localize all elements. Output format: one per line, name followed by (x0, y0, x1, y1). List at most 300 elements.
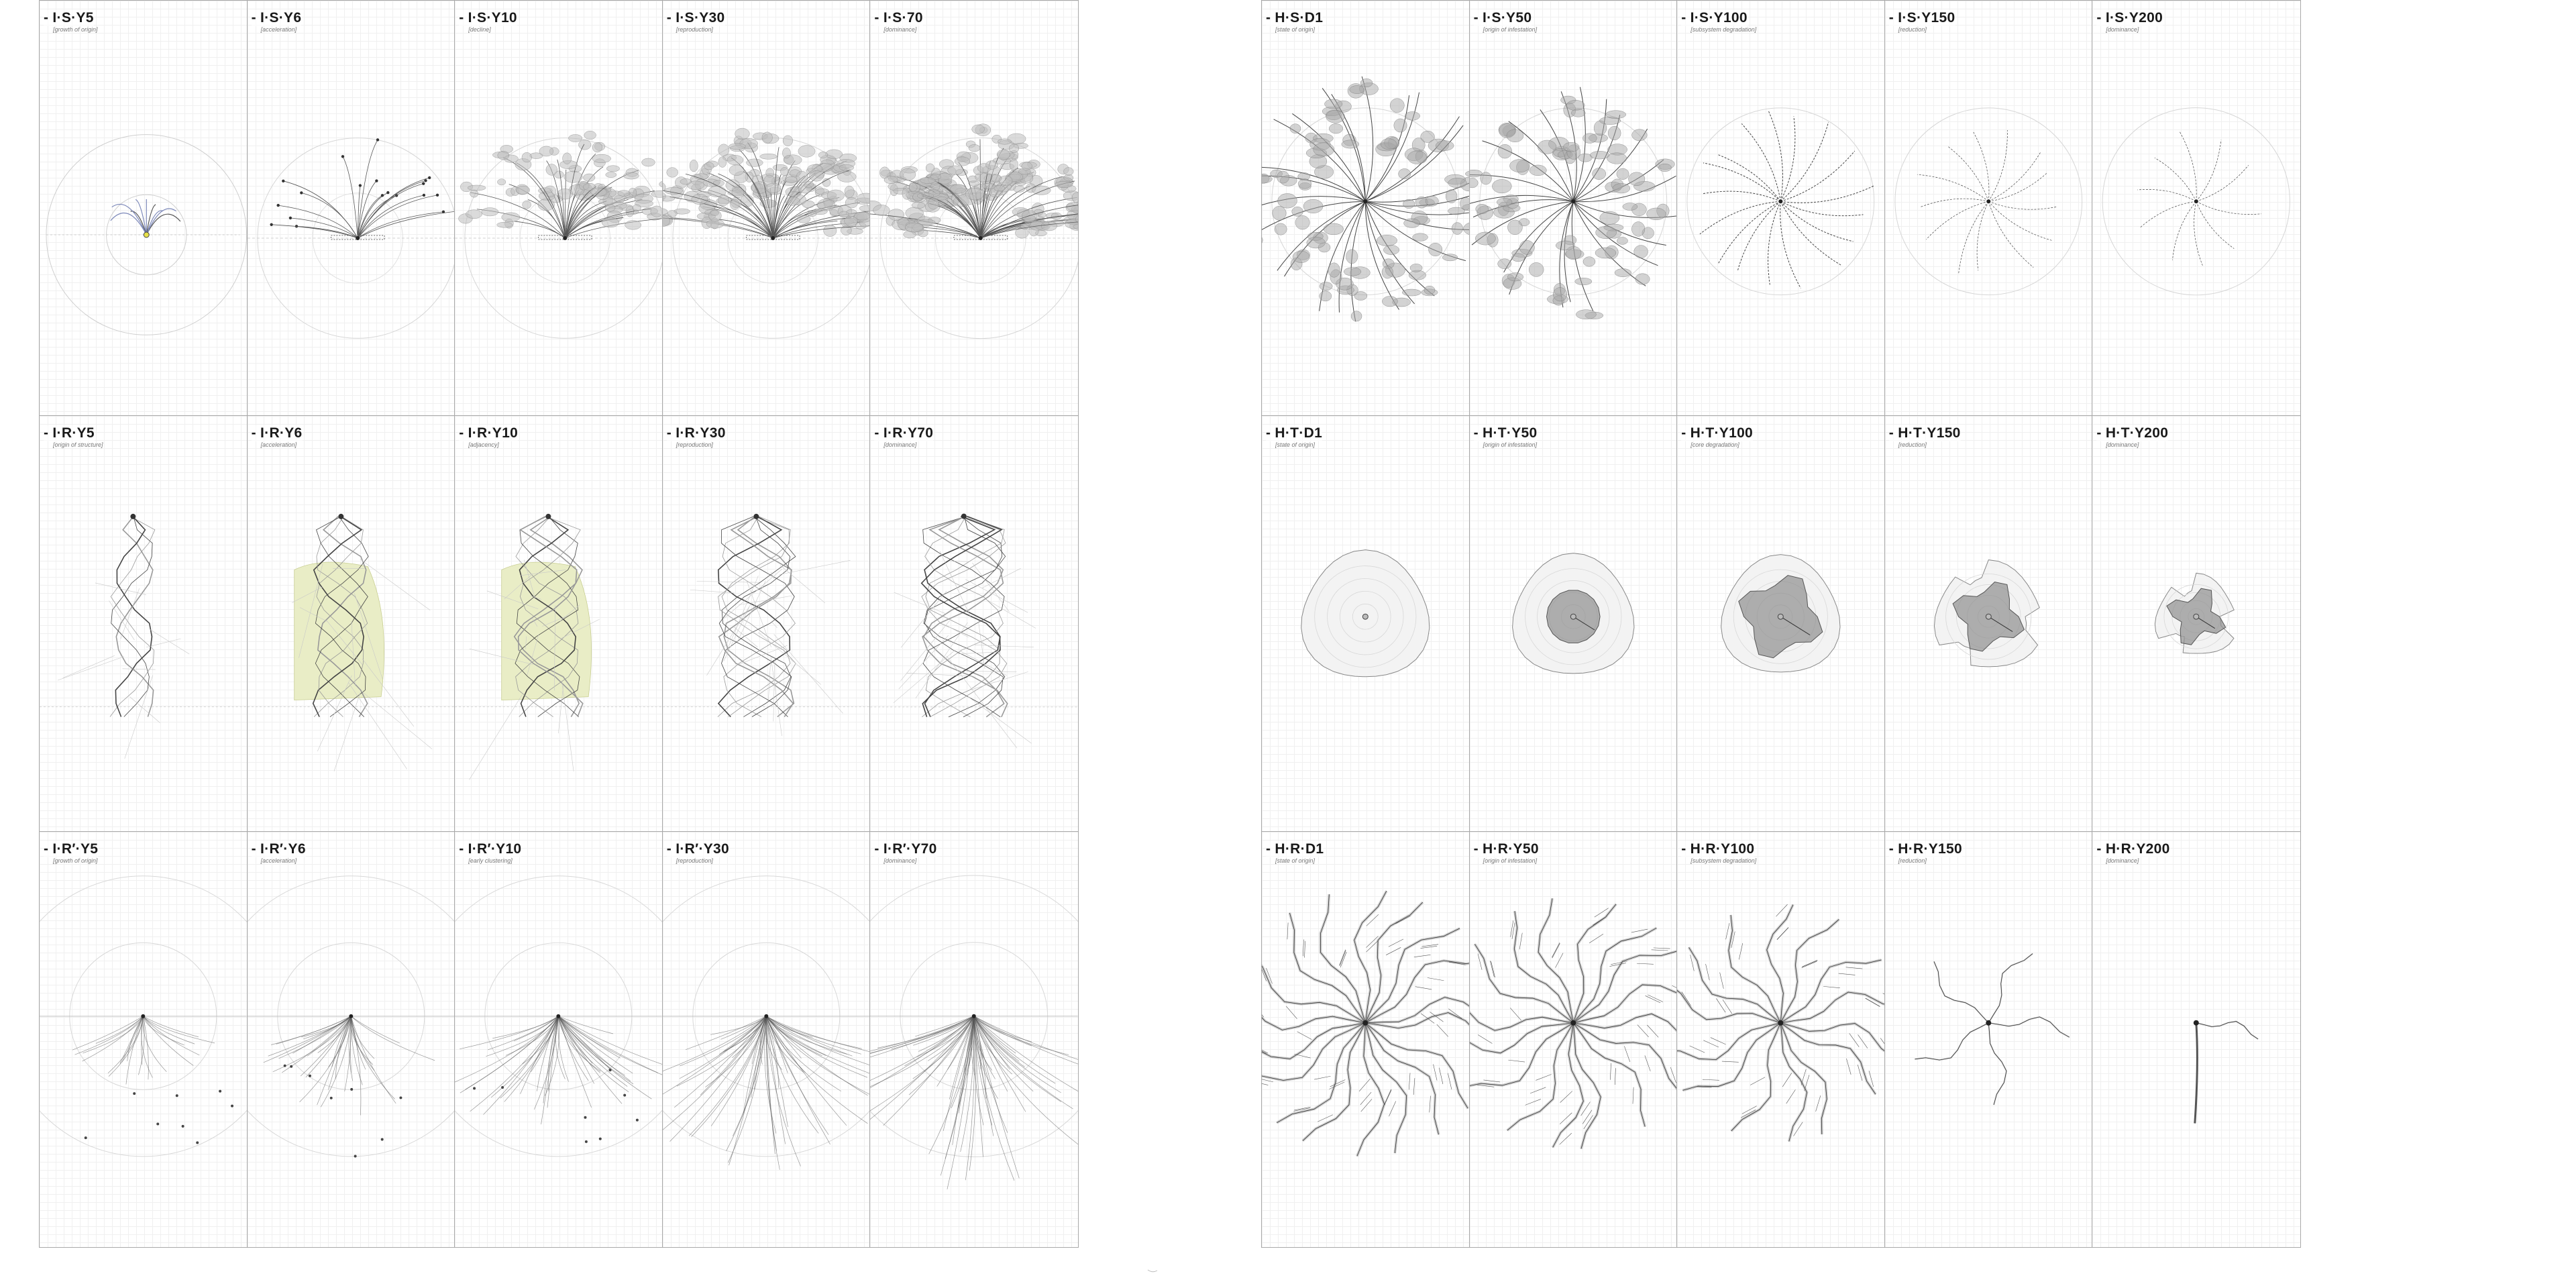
root-tip (219, 1089, 221, 1092)
root (2196, 1021, 2258, 1038)
root (351, 1016, 394, 1099)
leaf-cluster (1442, 254, 1458, 261)
diagram-cell (1470, 832, 1678, 1247)
leaf-cluster (823, 225, 836, 236)
root (278, 1016, 351, 1058)
leaf-cluster (642, 158, 655, 166)
diagram-cell (1885, 416, 2093, 831)
branch-tip (270, 223, 272, 226)
origin-point (979, 236, 983, 240)
leaf-cluster (797, 215, 810, 223)
branch (358, 180, 425, 238)
leaf-cluster (1320, 291, 1332, 301)
rootlet (1589, 934, 1603, 943)
root-sheath (1507, 1022, 1573, 1130)
leaf-cluster (1329, 123, 1342, 133)
cell-title: - H·T·Y100 (1681, 425, 1754, 441)
leaf-cluster (780, 168, 788, 176)
root-strand (718, 517, 796, 717)
leaf-cluster (1615, 269, 1631, 277)
origin-point (1571, 199, 1575, 203)
cell-subtitle: [dominance] (883, 857, 917, 864)
leaf-cluster (1383, 246, 1399, 255)
leaf-cluster (1592, 168, 1605, 179)
connection-line (780, 566, 825, 603)
leaf-cluster (1382, 297, 1397, 307)
diagram-cell (1470, 416, 1678, 831)
rootlet (1439, 1067, 1443, 1083)
diagram-cell (1885, 832, 2093, 1247)
leaf-cluster (910, 183, 918, 191)
cell-drawing (1262, 416, 1469, 830)
rootlet (1384, 1089, 1391, 1104)
root-tip (182, 1125, 184, 1128)
leaf-cluster (546, 164, 557, 176)
leaf-cluster (563, 153, 572, 164)
cell-subtitle: [subsystem degradation] (1690, 26, 1757, 33)
root-sheath (2196, 1021, 2258, 1038)
rootlet (1437, 1024, 1448, 1036)
diagram-cell (40, 1, 248, 416)
root-tip (290, 1065, 292, 1067)
root (1934, 961, 1988, 1022)
leaf-cluster (926, 164, 935, 172)
connection-line (901, 621, 950, 681)
rootlet (1262, 1004, 1264, 1017)
leaf-cluster (998, 139, 1012, 144)
cell-drawing (1885, 832, 2092, 1247)
leaf-cluster (900, 168, 916, 180)
leaf-cluster (1538, 140, 1556, 154)
branch (1700, 201, 1780, 234)
cell-drawing (870, 832, 1078, 1247)
root (2195, 1022, 2198, 1123)
root-sheath (1365, 1012, 1468, 1045)
leaf-cluster (760, 154, 777, 159)
leaf-cluster (1605, 111, 1625, 119)
cell-subtitle: [reduction] (1898, 441, 1927, 449)
cell-subtitle: [reduction] (1898, 26, 1927, 33)
connection-line (470, 695, 523, 780)
diagram-cell (40, 416, 248, 831)
leaf-cluster (1566, 100, 1585, 110)
branch-tip (380, 194, 383, 197)
cell-subtitle: [dominance] (2106, 441, 2139, 449)
leaf-cluster (931, 174, 942, 179)
leaf-cluster (1290, 124, 1301, 133)
cell-subtitle: [reduction] (1898, 857, 1927, 864)
origin-point (563, 236, 567, 240)
leaf-cluster (1325, 99, 1342, 109)
leaf-cluster (1529, 262, 1544, 276)
root-sheath (1988, 1017, 2070, 1037)
leaf-cluster (1410, 264, 1422, 272)
leaf-cluster (859, 205, 870, 211)
leaf-cluster (798, 146, 815, 158)
leaf-cluster (1010, 159, 1018, 171)
branch (112, 204, 147, 235)
diagram-cell (248, 832, 455, 1247)
leaf-cluster (584, 131, 596, 140)
leaf-cluster (1492, 179, 1511, 193)
root-sheath (1365, 1022, 1406, 1152)
connection-line (772, 623, 777, 629)
rootlet (1739, 943, 1743, 959)
cell-subtitle: [origin of infestation] (1483, 441, 1538, 449)
leaf-cluster (1452, 223, 1462, 235)
origin-point (1986, 199, 1990, 203)
connection-line (975, 645, 1034, 647)
branch-tip (288, 217, 291, 219)
leaf-cluster (786, 176, 797, 182)
branch (1780, 122, 1828, 201)
root-sheath (1474, 944, 1573, 1022)
rootlet (1525, 1099, 1540, 1105)
root-sheath (1365, 1022, 1438, 1134)
left-board (39, 0, 1079, 1248)
diagram-cell (2092, 416, 2300, 831)
leaf-cluster (969, 144, 980, 152)
root-strand (115, 517, 152, 717)
rootlet (1414, 955, 1431, 957)
leaf-cluster (502, 213, 520, 222)
rootlet (1262, 1081, 1268, 1085)
leaf-cluster (1617, 237, 1627, 244)
leaf-cluster (659, 181, 662, 187)
leaf-cluster (1497, 259, 1511, 269)
pith (2194, 614, 2199, 620)
root-strand (722, 517, 795, 717)
rootlet (1816, 1095, 1821, 1112)
branch (1974, 132, 1989, 201)
diagram-cell (1470, 1, 1678, 416)
rootlet (1510, 1008, 1521, 1020)
leaf-cluster (1599, 211, 1619, 224)
origin-point (130, 514, 136, 519)
root-sheath (1365, 902, 1423, 1023)
leaf-cluster (1475, 204, 1488, 214)
leaf-cluster (523, 201, 531, 209)
root (351, 1016, 396, 1103)
leaf-cluster (827, 190, 845, 201)
leaf-cluster (804, 181, 814, 187)
leaf-cluster (1583, 257, 1595, 266)
rootlet (1386, 947, 1401, 955)
connection-line (773, 659, 775, 722)
leaf-cluster (796, 171, 808, 183)
leaf-cluster (667, 168, 678, 177)
branch (2196, 165, 2249, 201)
leaf-cluster (1553, 287, 1567, 301)
leaf-cluster (1342, 140, 1359, 148)
leaf-cluster (692, 194, 708, 204)
root (143, 1016, 199, 1036)
cell-subtitle: [reproduction] (676, 26, 713, 33)
diagram-cell (870, 832, 1078, 1247)
connection-line (771, 657, 782, 736)
root (1365, 1012, 1468, 1045)
leaf-cluster (1507, 273, 1523, 281)
root (974, 1016, 1078, 1098)
leaf-cluster (1507, 220, 1522, 235)
cell-drawing (870, 1, 1078, 415)
rootlet (1637, 963, 1654, 964)
root (344, 1016, 351, 1091)
root (558, 1016, 591, 1107)
branch (278, 205, 358, 238)
root-strand (722, 517, 796, 717)
branch (2140, 201, 2196, 227)
leaf-cluster (1576, 310, 1596, 319)
cell-title: - I·S·Y100 (1681, 10, 1748, 25)
leaf-cluster (466, 210, 482, 219)
connection-line (969, 697, 1032, 744)
leaf-cluster (884, 176, 898, 184)
cell-drawing (40, 416, 247, 830)
leaf-cluster (1436, 141, 1454, 151)
leaf-cluster (983, 183, 996, 189)
rootlet (1483, 1080, 1500, 1082)
rootlet (1582, 1110, 1592, 1124)
leaf-cluster (1042, 221, 1057, 231)
rootlet (1560, 1091, 1572, 1102)
cell-drawing (455, 1, 662, 415)
leaf-cluster (1426, 196, 1438, 206)
leaf-cluster (1448, 207, 1464, 215)
branch (1703, 163, 1780, 201)
leaf-cluster (1470, 178, 1478, 188)
rootlet (1722, 1061, 1739, 1062)
branch (2196, 201, 2234, 248)
leaf-cluster (762, 132, 773, 144)
root-sheath (1277, 1022, 1365, 1122)
cell-title: - I·R′·Y10 (459, 841, 522, 857)
leaf-cluster (1344, 268, 1361, 276)
branch (358, 178, 429, 238)
diagram-cell (455, 832, 663, 1247)
rootlet (1361, 1099, 1372, 1112)
root-strand (721, 517, 794, 717)
leaf-cluster (1381, 139, 1396, 150)
rootlet (1651, 949, 1668, 950)
root-tip (380, 1138, 383, 1140)
cell-drawing (1885, 416, 2092, 830)
cell-subtitle: [decline] (468, 26, 491, 33)
cell-title: - H·T·Y200 (2096, 425, 2169, 441)
branch-tip (276, 204, 279, 207)
rootlet (1478, 1034, 1492, 1043)
leaf-cluster (1628, 172, 1644, 186)
cell-drawing (1262, 1, 1469, 415)
cell-subtitle: [state of origin] (1275, 857, 1316, 864)
diagram-cell (870, 416, 1078, 831)
root (305, 1016, 351, 1077)
leaf-cluster (986, 160, 998, 169)
leaf-cluster (1607, 153, 1626, 164)
connection-line (733, 627, 758, 647)
leaf-cluster (1055, 181, 1073, 187)
branch (2173, 201, 2196, 260)
leaf-cluster (994, 185, 1005, 191)
leaf-cluster (1424, 286, 1435, 294)
cell-title: - H·S·D1 (1266, 10, 1324, 25)
origin-point (349, 1014, 353, 1018)
connection-line (361, 692, 431, 749)
leaf-cluster (845, 186, 854, 198)
leaf-cluster (783, 136, 793, 146)
leaf-cluster (1019, 168, 1031, 174)
rootlet (1448, 1073, 1452, 1089)
branch-tip (424, 179, 427, 182)
cell-drawing (2092, 832, 2300, 1247)
connection-line (949, 627, 969, 637)
rootlet (1703, 1079, 1719, 1080)
cell-title: - H·R·Y100 (1681, 841, 1755, 857)
leaf-cluster (1324, 223, 1344, 235)
branch (1780, 186, 1874, 203)
diagram-cell (2092, 1, 2300, 416)
diagram-cell (455, 416, 663, 831)
rootlet (1706, 964, 1710, 980)
branch (358, 195, 424, 238)
root (470, 1016, 559, 1111)
rootlet (1647, 1025, 1658, 1037)
origin-point (2194, 1020, 2199, 1025)
leaf-cluster (605, 204, 615, 211)
rootlet (1552, 943, 1560, 957)
root-tip (350, 1088, 353, 1091)
leaf-cluster (1413, 233, 1428, 241)
branch (2155, 158, 2196, 201)
leaf-cluster (1320, 282, 1332, 290)
branch (1780, 201, 1853, 241)
leaf-cluster (1346, 250, 1358, 264)
leaf-cluster (1405, 111, 1419, 120)
rootlet (1430, 1095, 1431, 1112)
branch (1717, 154, 1780, 201)
leaf-cluster (729, 144, 745, 150)
leaf-cluster (538, 199, 555, 211)
cell-title: - H·R·Y150 (1888, 841, 1962, 857)
origin-point (557, 1014, 561, 1018)
connection-line (907, 674, 973, 677)
rootlet (1555, 953, 1563, 967)
cell-drawing (1470, 1, 1677, 415)
leaf-cluster (1616, 168, 1628, 179)
root-sheath (1780, 919, 1839, 1022)
cell-drawing (1677, 832, 1884, 1247)
origin-point (771, 236, 775, 240)
root-tip (133, 1092, 136, 1095)
root-tip (609, 1069, 612, 1071)
rootlet (1508, 1060, 1525, 1062)
leaf-cluster (1382, 266, 1393, 278)
diagram-cell (663, 416, 871, 831)
cell-subtitle: [growth of origin] (53, 26, 98, 33)
leaf-cluster (1446, 190, 1457, 203)
cell-subtitle: [dominance] (2106, 26, 2139, 33)
leaf-cluster (1262, 235, 1263, 246)
leaf-cluster (1574, 278, 1591, 284)
root-sheath (1780, 1022, 1876, 1094)
leaf-cluster (1529, 165, 1546, 176)
pith (1986, 614, 1991, 620)
leaf-cluster (602, 217, 619, 227)
rootlet (1723, 1000, 1732, 1014)
cell-title: - I·R′·Y5 (44, 841, 99, 857)
connection-line (779, 561, 850, 575)
root-sheath (1689, 947, 1781, 1023)
root-tip (501, 1086, 504, 1089)
connection-line (125, 676, 153, 759)
cell-title: - I·S·Y150 (1888, 10, 1955, 25)
cell-drawing (40, 1, 247, 415)
cell-subtitle: [state of origin] (1275, 26, 1316, 33)
cell-title: - I·R·Y30 (666, 425, 726, 441)
root-tip (85, 1136, 87, 1139)
origin-point (1363, 199, 1367, 203)
leaf-cluster (569, 134, 582, 142)
rootlet (1340, 952, 1346, 967)
rootlet (1304, 941, 1305, 957)
root-tip (584, 1116, 587, 1118)
cell-subtitle: [early clustering] (468, 857, 513, 864)
leaf-cluster (482, 208, 498, 216)
connection-line (95, 583, 146, 595)
branch (1988, 201, 2051, 240)
rootlet (1653, 948, 1670, 949)
cell-title: - H·T·Y150 (1888, 425, 1961, 441)
branch-tip (358, 184, 361, 186)
branch (2180, 131, 2196, 202)
rootlet (1823, 986, 1840, 987)
rootlet (1637, 1024, 1648, 1036)
origin-point (1778, 1020, 1784, 1025)
leaf-cluster (1497, 198, 1512, 206)
root (974, 1016, 1073, 1108)
rootlet (1385, 1089, 1391, 1105)
cell-title: - I·S·Y10 (459, 10, 517, 25)
leaf-cluster (1408, 151, 1427, 164)
root (766, 1016, 788, 1126)
leaf-cluster (906, 223, 924, 232)
root-tip (309, 1074, 311, 1077)
root-volume (502, 562, 592, 700)
root (974, 1016, 1025, 1067)
branch-tip (386, 191, 389, 194)
leaf-cluster (1635, 274, 1649, 284)
rootlet (1434, 1064, 1438, 1080)
root (974, 1016, 1033, 1091)
rootlet (1717, 998, 1726, 1012)
cell-drawing (1470, 416, 1677, 830)
leaf-cluster (1295, 215, 1309, 229)
rootlet (1340, 949, 1346, 965)
cell-drawing (455, 416, 662, 830)
leaf-cluster (1595, 226, 1616, 239)
cell-subtitle: [reproduction] (676, 441, 713, 449)
root (877, 1016, 974, 1048)
root-tip (399, 1096, 402, 1099)
root-tip (176, 1094, 178, 1097)
rootlet (1360, 1092, 1371, 1105)
origin-point (2194, 199, 2198, 203)
cell-drawing (663, 416, 870, 830)
cell-subtitle: [origin of infestation] (1483, 857, 1538, 864)
rootlet (1409, 1073, 1410, 1089)
leaf-cluster (1633, 246, 1648, 258)
pith (1570, 614, 1576, 620)
